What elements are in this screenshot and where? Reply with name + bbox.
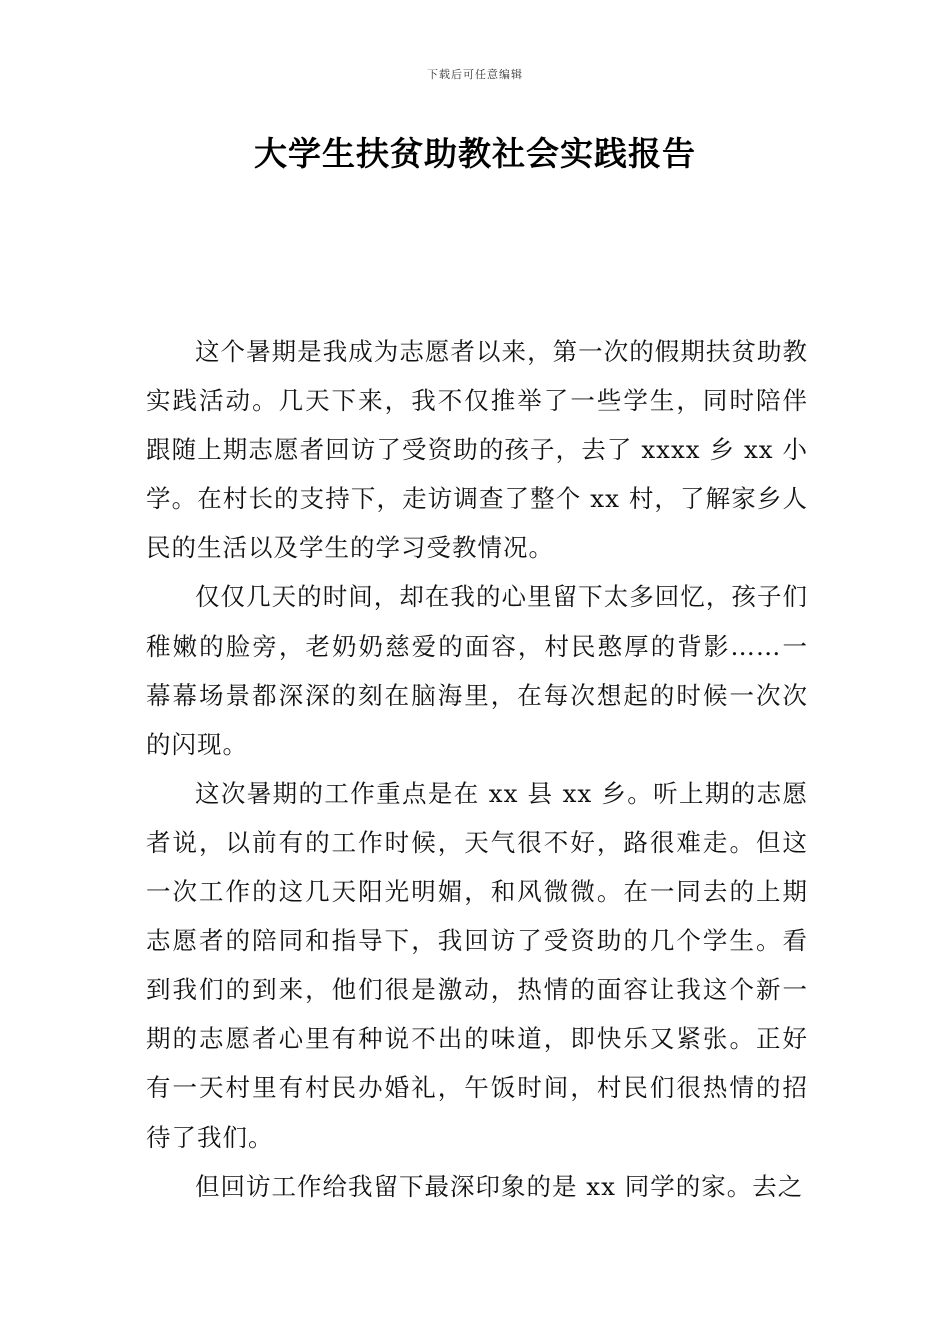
document-title: 大学生扶贫助教社会实践报告 [254, 134, 696, 173]
header-note: 下载后可任意编辑 [427, 68, 523, 81]
document-body [146, 327, 808, 1211]
paragraph-2: 仅仅几天的时间，却在我的心里留下太多回忆，孩子们稚嫩的脸旁，老奶奶慈爱的面容，村民憨厚的背影……一幕幕场景都深深的刻在脑海里，在每次想起的时候一次次的闪现。 [146, 582, 808, 759]
paragraph-3: 这次暑期的工作重点是在 xx 县 xx 乡。听上期的志愿者说，以前有的工作时候，天气很不好，路很难走。但这一次工作的这几天阳光明媚，和风微微。在一同去的上期志愿者的陪同和指导下，我回访了受资助的几个学生。看到我们的到来，他们很是激动，热情的面容让我这个新一期的志愿者心里有种说不出的味道，即快乐又紧张。正好有一天村里有村民办婚礼，午饭时间，村民们很热情的招待了我们。 [146, 778, 808, 1152]
paragraph-1: 这个暑期是我成为志愿者以来，第一次的假期扶贫助教实践活动。几天下来，我不仅推举了一些学生，同时陪伴跟随上期志愿者回访了受资助的孩子，去了 xxxx 乡 xx 小学。在村长的支持下，走访调查了整个 xx 村，了解家乡人民的生活以及学生的学习受教情况。 [146, 337, 808, 563]
paragraph-4: 但回访工作给我留下最深印象的是 xx 同学的家。去之 [195, 1171, 804, 1201]
